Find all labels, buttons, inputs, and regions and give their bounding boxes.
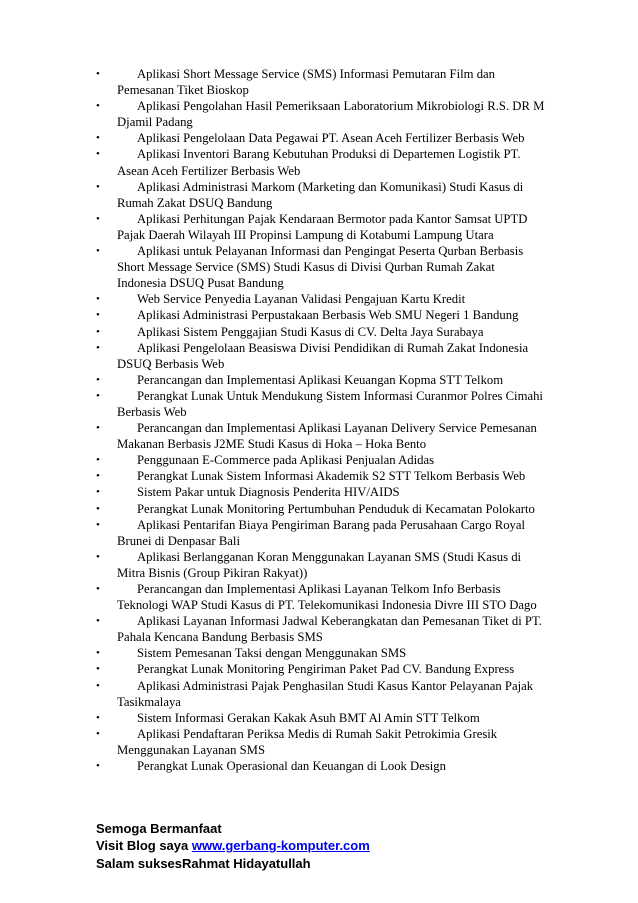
bullet-icon: • [96,470,100,483]
list-item [96,324,546,340]
list-item [96,340,546,372]
list-item [96,372,546,388]
list-item [96,146,546,178]
footer-block [96,820,546,872]
signature-text: Salam suksesRahmat Hidayatullah [96,855,311,871]
list-item-text: Aplikasi untuk Pelayanan Informasi dan Pengingat Peserta Qurban Berbasis Short Message Service (SMS) Studi Kasus di Divisi Qurban Rumah Zakat Indonesia DSUQ Pusat Bandung [117,244,524,291]
list-item [96,661,546,677]
bullet-icon: • [96,325,100,338]
list-item [96,420,546,452]
bullet-icon: • [96,245,100,258]
list-item [96,758,546,774]
bullet-icon: • [96,615,100,628]
bullet-icon: • [96,309,100,322]
list-item-text: Aplikasi Sistem Penggajian Studi Kasus di CV. Delta Jaya Surabaya [137,324,484,339]
list-item-text: Aplikasi Pengelolaan Data Pegawai PT. Asean Aceh Fertilizer Berbasis Web [137,131,525,146]
list-item-text: Aplikasi Administrasi Markom (Marketing dan Komunikasi) Studi Kasus di Rumah Zakat DSUQ Bandung [117,179,524,210]
blog-link[interactable]: www.gerbang-komputer.com [191,838,370,854]
bullet-icon: • [96,454,100,467]
bullet-icon: • [96,180,100,193]
list-item-text: Perancangan dan Implementasi Aplikasi Layanan Telkom Info Berbasis Teknologi WAP Studi Kasus di PT. Telekomunikasi Indonesia Divre III STO Dago [117,582,537,613]
list-item [96,307,546,323]
bullet-icon: • [96,293,100,306]
bullet-icon: • [96,502,100,515]
list-item-text: Aplikasi Perhitungan Pajak Kendaraan Bermotor pada Kantor Samsat UPTD Pajak Daerah Wilayah III Propinsi Lampung di Kotabumi Lampung Utara [117,211,528,242]
list-item-text: Perancangan dan Implementasi Aplikasi Layanan Delivery Service Pemesanan Makanan Berbasis J2ME Studi Kasus di Hoka – Hoka Bento [117,421,537,452]
application-list [96,66,546,774]
list-item [96,645,546,661]
bullet-icon: • [96,373,100,386]
bullet-icon: • [96,583,100,595]
list-item-text: Sistem Pemesanan Taksi dengan Menggunakan SMS [137,646,407,661]
list-item [96,678,546,710]
bullet-icon: • [96,486,100,499]
list-item [96,549,546,581]
list-item [96,581,546,613]
bullet-icon: • [96,422,100,435]
list-item-text: Sistem Informasi Gerakan Kakak Asuh BMT Al Amin STT Telkom [137,710,480,725]
list-item-text: Aplikasi Short Message Service (SMS) Informasi Pemutaran Film dan Pemesanan Tiket Bioskop [117,67,496,98]
list-item-text: Aplikasi Administrasi Perpustakaan Berbasis Web SMU Negeri 1 Bandung [137,308,519,323]
list-item [96,179,546,211]
list-item-text: Aplikasi Layanan Informasi Jadwal Keberangkatan dan Pemesanan Tiket di PT. Pahala Kencana Bandung Berbasis SMS [117,614,542,645]
list-item [96,484,546,500]
bullet-icon: • [96,212,100,225]
bullet-icon: • [96,711,100,724]
bullet-icon: • [96,148,100,161]
list-item-text: Perancangan dan Implementasi Aplikasi Keuangan Kopma STT Telkom [137,372,504,387]
list-item [96,468,546,484]
list-item [96,388,546,420]
bullet-icon: • [96,132,100,145]
list-item-text: Perangkat Lunak Sistem Informasi Akademik S2 STT Telkom Berbasis Web [137,469,526,484]
list-item-text: Perangkat Lunak Operasional dan Keuangan di Look Design [137,759,446,774]
list-item [96,501,546,517]
list-item [96,66,546,98]
bullet-icon: • [96,663,100,676]
list-item-text: Sistem Pakar untuk Diagnosis Penderita HIV/AIDS [137,485,400,500]
list-item-text: Web Service Penyedia Layanan Validasi Pengajuan Kartu Kredit [137,292,466,307]
list-item [96,98,546,130]
bullet-icon: • [96,100,100,113]
list-item-text: Aplikasi Pengelolaan Beasiswa Divisi Pendidikan di Rumah Zakat Indonesia DSUQ Berbasis Web [117,340,529,371]
list-item-text: Aplikasi Inventori Barang Kebutuhan Produksi di Departemen Logistik PT. Asean Aceh Fertilizer Berbasis Web [117,147,521,178]
list-item [96,517,546,549]
list-item [96,710,546,726]
list-item-text: Perangkat Lunak Monitoring Pengiriman Paket Pad CV. Bandung Express [137,662,515,677]
list-item [96,726,546,758]
list-item-text: Perangkat Lunak Untuk Mendukung Sistem Informasi Curanmor Polres Cimahi Berbasis Web [117,388,543,419]
list-item-text: Aplikasi Berlangganan Koran Menggunakan Layanan SMS (Studi Kasus di Mitra Bisnis (Group Pikiran Rakyat)) [117,549,522,580]
list-item [96,130,546,146]
list-item-text: Aplikasi Administrasi Pajak Penghasilan Studi Kasus Kantor Pelayanan Pajak Tasikmalaya [117,678,534,709]
bullet-icon: • [96,389,100,402]
list-item-text: Perangkat Lunak Monitoring Pertumbuhan Penduduk di Kecamatan Polokarto [137,501,535,516]
list-item [96,291,546,307]
list-item-text: Penggunaan E-Commerce pada Aplikasi Penjualan Adidas [137,453,435,468]
list-item-text: Aplikasi Pengolahan Hasil Pemeriksaan Laboratorium Mikrobiologi R.S. DR M Djamil Padang [117,99,545,130]
visit-label: Visit Blog saya [96,838,192,854]
bullet-icon: • [96,679,100,692]
closing-text: Semoga Bermanfaat [96,821,222,836]
list-item [96,211,546,243]
bullet-icon: • [96,341,100,354]
bullet-icon: • [96,727,100,740]
list-item-text: Aplikasi Pentarifan Biaya Pengiriman Barang pada Perusahaan Cargo Royal Brunei di Denpasar Bali [117,517,526,548]
visit-line [96,837,546,854]
list-item [96,613,546,645]
bullet-icon: • [96,518,100,531]
bullet-icon: • [96,68,100,80]
list-item [96,452,546,468]
bullet-icon: • [96,550,100,563]
bullet-icon: • [96,647,100,660]
bullet-icon: • [96,760,100,773]
list-item-text: Aplikasi Pendaftaran Periksa Medis di Rumah Sakit Petrokimia Gresik Menggunakan Layanan SMS [117,726,498,757]
list-item [96,243,546,291]
